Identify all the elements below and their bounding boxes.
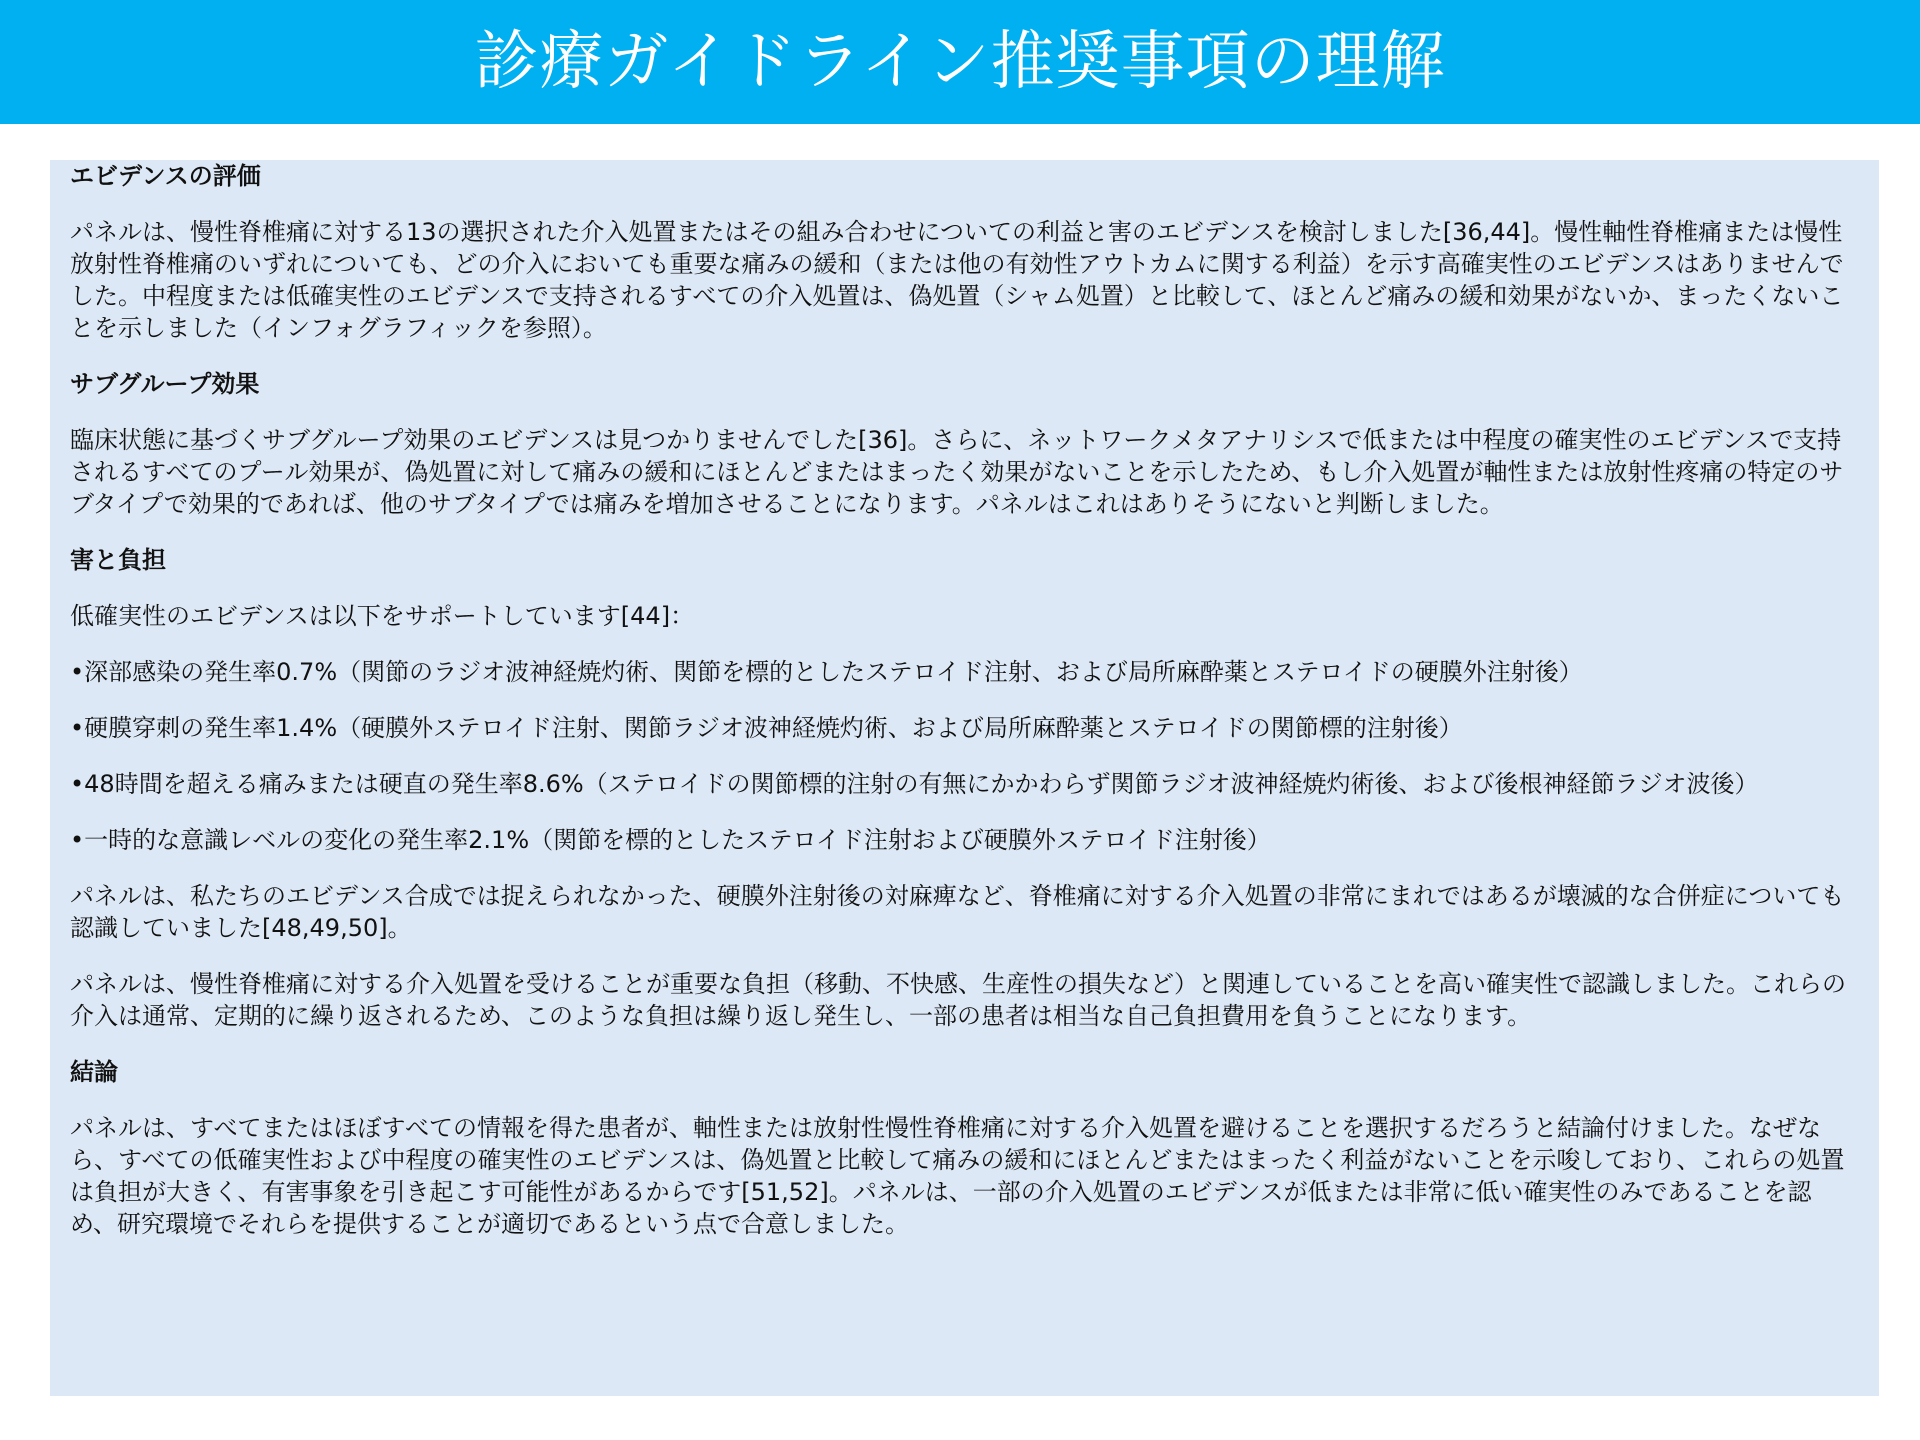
content-body (70, 160, 1857, 1240)
heading-harms: 害と負担 (70, 546, 166, 574)
paragraph-rare-complications: パネルは、私たちのエビデンス合成では捉えられなかった、硬膜外注射後の対麻痺など、脊椎痛に対する介入処置の非常にまれではあるが壊滅的な合併症についても認識していました[48,49,50]。 (70, 882, 1845, 942)
paragraph-burden: パネルは、慢性脊椎痛に対する介入処置を受けることが重要な負担（移動、不快感、生産性の損失など）と関連していることを高い確実性で認識しました。これらの介入は通常、定期的に繰り返されるため、このような負担は繰り返し発生し、一部の患者は相当な自己負担費用を負うことになります。 (70, 970, 1846, 1030)
paragraph-subgroup: 臨床状態に基づくサブグループ効果のエビデンスは見つかりませんでした[36]。さらに、ネットワークメタアナリシスで低または中程度の確実性のエビデンスで支持されるすべてのプール効果が、偽処置に対して痛みの緩和にほとんどまたはまったく効果がないことを示したため、もし介入処置が軸性または放射性疼痛の特定のサブタイプで効果的であれば、他のサブタイプでは痛みを増加させることになります。パネルはこれはありそうにないと判断しました。 (70, 426, 1844, 518)
bullet-item: •深部感染の発生率0.7%（関節のラジオ波神経焼灼術、関節を標的としたステロイド注射、および局所麻酔薬とステロイドの硬膜外注射後） (70, 658, 1583, 686)
paragraph-conclusion: パネルは、すべてまたはほぼすべての情報を得た患者が、軸性または放射性慢性脊椎痛に対する介入処置を避けることを選択するだろうと結論付けました。なぜなら、すべての低確実性および中程度の確実性のエビデンスは、偽処置と比較して痛みの緩和にほとんどまたはまったく利益がないことを示唆しており、これらの処置は負担が大きく、有害事象を引き起こす可能性があるからです[51,52]。パネルは、一部の介入処置のエビデンスが低または非常に低い確実性のみであることを認め、研究環境でそれらを提供することが適切であるという点で合意しました。 (70, 1114, 1845, 1238)
bullet-item: •硬膜穿刺の発生率1.4%（硬膜外ステロイド注射、関節ラジオ波神経焼灼術、および局所麻酔薬とステロイドの関節標的注射後） (70, 714, 1463, 742)
bullet-item: •48時間を超える痛みまたは硬直の発生率8.6%（ステロイドの関節標的注射の有無にかかわらず関節ラジオ波神経焼灼術後、および後根神経節ラジオ波後） (70, 770, 1759, 798)
heading-subgroup: サブグループ効果 (70, 370, 260, 398)
page-title: 診療ガイドライン推奨事項の理解 (474, 25, 1446, 99)
content-panel (50, 160, 1879, 1396)
bullet-item: •一時的な意識レベルの変化の発生率2.1%（関節を標的としたステロイド注射および硬膜外ステロイド注射後） (70, 826, 1271, 854)
paragraph-evidence: パネルは、慢性脊椎痛に対する13の選択された介入処置またはその組み合わせについての利益と害のエビデンスを検討しました[36,44]。慢性軸性脊椎痛または慢性放射性脊椎痛のいずれについても、どの介入においても重要な痛みの緩和（または他の有効性アウトカムに関する利益）を示す高確実性のエビデンスはありませんでした。中程度または低確実性のエビデンスで支持されるすべての介入処置は、偽処置（シャム処置）と比較して、ほとんど痛みの緩和効果がないか、まったくないことを示しました（インフォグラフィックを参照）。 (70, 218, 1844, 342)
heading-conclusion: 結論 (70, 1058, 118, 1086)
paragraph-harms-intro: 低確実性のエビデンスは以下をサポートしています[44]： (70, 602, 695, 630)
title-banner (0, 0, 1920, 124)
heading-evidence: エビデンスの評価 (70, 162, 261, 190)
